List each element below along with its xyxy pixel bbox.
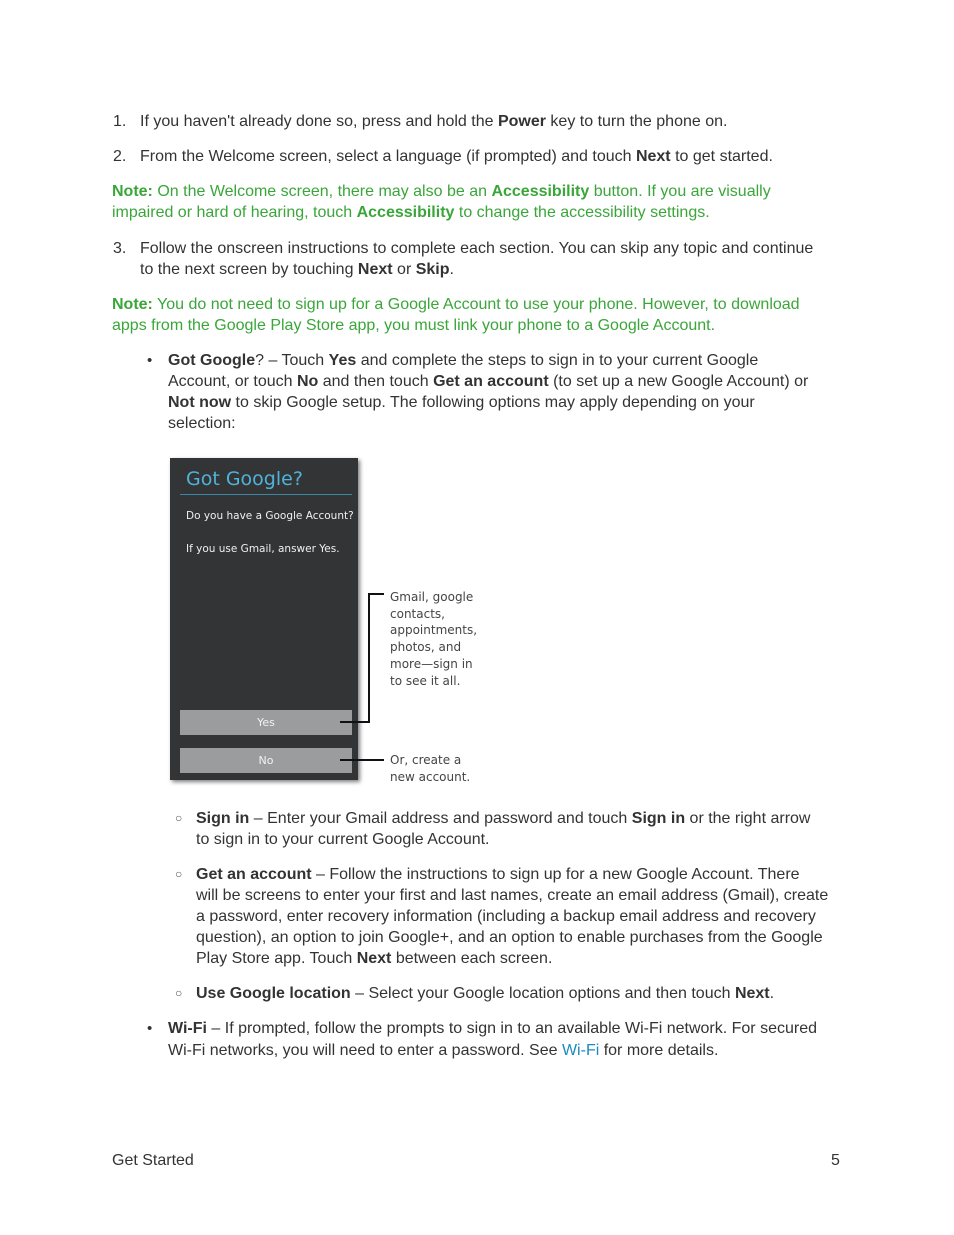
get-account-line-5: Play Store app. Touch Next between each screen. [196, 950, 553, 967]
note-accessibility-line-2: impaired or hard of hearing, touch Accessibility to change the accessibility settings. [112, 204, 710, 221]
wifi-link[interactable]: Wi-Fi [561, 1042, 600, 1059]
phone-title: Got Google? [186, 468, 303, 490]
phone-question: Do you have a Google Account? [186, 510, 354, 522]
sign-in-line-1: Sign in – Enter your Gmail address and password and touch Sign in or the right arrow [196, 810, 811, 827]
step-number: 3. [113, 240, 127, 257]
bullet-icon: • [147, 352, 153, 369]
sign-in-line-2: to sign in to your current Google Account. [196, 831, 490, 848]
got-google-line-1: Got Google? – Touch Yes and complete the steps to sign in to your current Google [168, 352, 759, 369]
got-google-line-2: Account, or touch No and then touch Get an account (to set up a new Google Account) or [168, 373, 809, 390]
phone-title-divider [180, 494, 352, 495]
phone-no-button: No [180, 748, 352, 773]
callout-leader [368, 593, 384, 595]
step-3-line-1: Follow the onscreen instructions to complete each section. You can skip any topic and continue [140, 240, 814, 257]
footer-section-title: Get Started [112, 1152, 194, 1169]
footer-page-number: 5 [831, 1152, 840, 1169]
get-account-line-2: will be screens to enter your first and last names, create an email address (Gmail), create [196, 887, 829, 904]
wifi-line-2: Wi-Fi networks, you will need to enter a password. See Wi-Fi for more details. [168, 1042, 719, 1059]
callout-sign-in: Gmail, google contacts, appointments, photos, and more—sign in to see it all. [390, 590, 478, 688]
wifi-line-1: Wi-Fi – If prompted, follow the prompts to sign in to an available Wi-Fi network. For secured [168, 1020, 817, 1037]
callout-create-account: Or, create a new account. [390, 753, 471, 784]
step-3-line-2: to the next screen by touching Next or Skip. [140, 261, 454, 278]
phone-answer-hint: If you use Gmail, answer Yes. [186, 543, 340, 555]
bullet-icon: • [147, 1020, 153, 1037]
note-google-account-line-2: apps from the Google Play Store app, you must link your phone to a Google Account. [112, 317, 716, 334]
phone-yes-button: Yes [180, 710, 352, 735]
note-google-account-line-1: Note: You do not need to sign up for a Google Account to use your phone. However, to download [112, 296, 800, 313]
get-account-line-4: question), an option to join Google+, and an option to enable purchases from the Google [196, 929, 823, 946]
step-2-text: From the Welcome screen, select a language (if prompted) and touch Next to get started. [140, 148, 773, 165]
callout-leader [340, 759, 384, 761]
got-google-line-4: selection: [168, 415, 236, 432]
step-1-text: If you haven't already done so, press and hold the Power key to turn the phone on. [140, 113, 728, 130]
get-account-line-1: Get an account – Follow the instructions to sign up for a new Google Account. There [196, 866, 800, 883]
get-account-line-3: a password, enter recovery information (including a backup email address and recovery [196, 908, 816, 925]
sub-bullet-icon: ○ [175, 811, 183, 825]
callout-leader [340, 721, 370, 723]
sub-bullet-icon: ○ [175, 986, 183, 1000]
step-number: 2. [113, 148, 127, 165]
note-accessibility-line-1: Note: On the Welcome screen, there may also be an Accessibility button. If you are visually [112, 183, 771, 200]
phone-screenshot [170, 458, 358, 780]
step-number: 1. [113, 113, 127, 130]
got-google-line-3: Not now to skip Google setup. The following options may apply depending on your [168, 394, 755, 411]
sub-bullet-icon: ○ [175, 867, 183, 881]
callout-leader [368, 593, 370, 723]
google-location-text: Use Google location – Select your Google location options and then touch Next. [196, 985, 775, 1002]
